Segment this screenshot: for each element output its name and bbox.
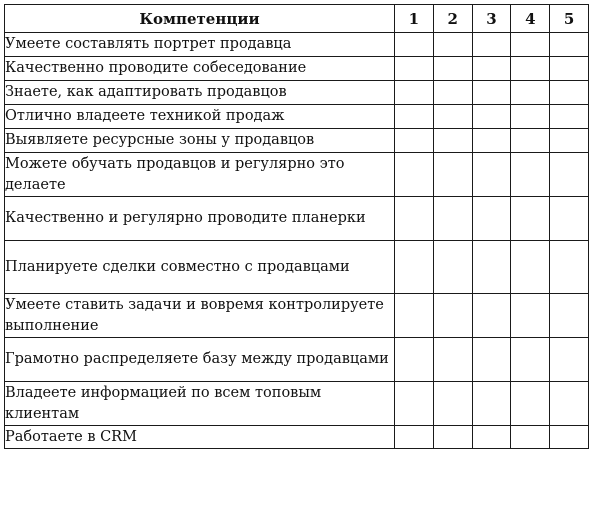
score-cell-5[interactable] (550, 153, 589, 197)
score-cell-3[interactable] (472, 382, 511, 426)
competency-label: Грамотно распределяете базу между продавцами (5, 338, 395, 382)
header-score-4: 4 (511, 5, 550, 33)
score-cell-5[interactable] (550, 197, 589, 241)
competency-label: Владеете информацией по всем топовым клиентам (5, 382, 395, 426)
score-cell-2[interactable] (433, 33, 472, 57)
score-cell-2[interactable] (433, 338, 472, 382)
score-cell-4[interactable] (511, 105, 550, 129)
table-row (5, 153, 589, 197)
score-cell-1[interactable] (395, 129, 434, 153)
competency-label: Качественно и регулярно проводите планерки (5, 197, 395, 241)
score-cell-4[interactable] (511, 33, 550, 57)
competency-label: Выявляете ресурсные зоны у продавцов (5, 129, 395, 153)
score-cell-2[interactable] (433, 426, 472, 449)
score-cell-1[interactable] (395, 241, 434, 294)
score-cell-4[interactable] (511, 129, 550, 153)
score-cell-5[interactable] (550, 382, 589, 426)
score-cell-2[interactable] (433, 294, 472, 338)
competency-table (4, 4, 589, 449)
score-cell-5[interactable] (550, 294, 589, 338)
score-cell-2[interactable] (433, 197, 472, 241)
competency-label: Умеете составлять портрет продавца (5, 33, 395, 57)
score-cell-4[interactable] (511, 241, 550, 294)
score-cell-2[interactable] (433, 57, 472, 81)
score-cell-4[interactable] (511, 57, 550, 81)
score-cell-1[interactable] (395, 382, 434, 426)
score-cell-5[interactable] (550, 105, 589, 129)
score-cell-3[interactable] (472, 426, 511, 449)
score-cell-1[interactable] (395, 426, 434, 449)
header-score-3: 3 (472, 5, 511, 33)
header-competencies: Компетенции (5, 5, 395, 33)
score-cell-1[interactable] (395, 81, 434, 105)
score-cell-4[interactable] (511, 426, 550, 449)
table-row (5, 294, 589, 338)
competency-label: Умеете ставить задачи и вовремя контролируете выполнение (5, 294, 395, 338)
score-cell-3[interactable] (472, 81, 511, 105)
table-body (5, 33, 589, 449)
table-row (5, 426, 589, 449)
score-cell-5[interactable] (550, 81, 589, 105)
score-cell-3[interactable] (472, 197, 511, 241)
score-cell-5[interactable] (550, 33, 589, 57)
table-row (5, 57, 589, 81)
table-row (5, 33, 589, 57)
score-cell-5[interactable] (550, 241, 589, 294)
table-row (5, 338, 589, 382)
score-cell-5[interactable] (550, 57, 589, 81)
table-row (5, 197, 589, 241)
score-cell-4[interactable] (511, 153, 550, 197)
score-cell-4[interactable] (511, 81, 550, 105)
score-cell-4[interactable] (511, 338, 550, 382)
score-cell-4[interactable] (511, 382, 550, 426)
score-cell-2[interactable] (433, 105, 472, 129)
score-cell-3[interactable] (472, 105, 511, 129)
table-row (5, 382, 589, 426)
competency-label: Знаете, как адаптировать продавцов (5, 81, 395, 105)
table-row (5, 105, 589, 129)
competency-label: Работаете в CRM (5, 426, 395, 449)
score-cell-2[interactable] (433, 382, 472, 426)
score-cell-3[interactable] (472, 153, 511, 197)
score-cell-2[interactable] (433, 129, 472, 153)
header-row (5, 5, 589, 33)
score-cell-4[interactable] (511, 197, 550, 241)
score-cell-1[interactable] (395, 153, 434, 197)
score-cell-2[interactable] (433, 153, 472, 197)
score-cell-4[interactable] (511, 294, 550, 338)
score-cell-5[interactable] (550, 426, 589, 449)
score-cell-1[interactable] (395, 57, 434, 81)
score-cell-3[interactable] (472, 241, 511, 294)
score-cell-3[interactable] (472, 338, 511, 382)
score-cell-1[interactable] (395, 294, 434, 338)
score-cell-2[interactable] (433, 81, 472, 105)
header-score-1: 1 (395, 5, 434, 33)
competency-label: Планируете сделки совместно с продавцами (5, 241, 395, 294)
score-cell-5[interactable] (550, 338, 589, 382)
header-score-2: 2 (433, 5, 472, 33)
score-cell-1[interactable] (395, 197, 434, 241)
table-row (5, 81, 589, 105)
competency-label: Можете обучать продавцов и регулярно это делаете (5, 153, 395, 197)
score-cell-3[interactable] (472, 33, 511, 57)
score-cell-3[interactable] (472, 129, 511, 153)
competency-label: Отлично владеете техникой продаж (5, 105, 395, 129)
table-row (5, 241, 589, 294)
header-score-5: 5 (550, 5, 589, 33)
score-cell-1[interactable] (395, 33, 434, 57)
score-cell-5[interactable] (550, 129, 589, 153)
score-cell-3[interactable] (472, 294, 511, 338)
score-cell-2[interactable] (433, 241, 472, 294)
table-row (5, 129, 589, 153)
competency-label: Качественно проводите собеседование (5, 57, 395, 81)
score-cell-1[interactable] (395, 105, 434, 129)
score-cell-3[interactable] (472, 57, 511, 81)
competency-table-wrapper (4, 4, 589, 449)
score-cell-1[interactable] (395, 338, 434, 382)
